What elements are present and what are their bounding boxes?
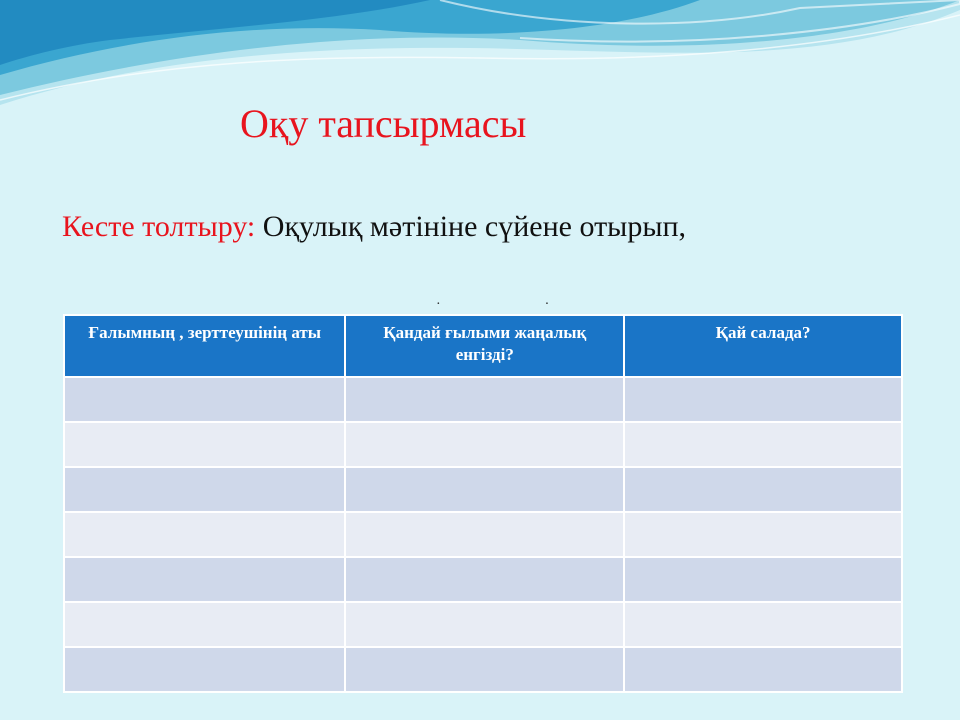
table-cell[interactable]	[345, 512, 624, 557]
table-cell[interactable]	[64, 647, 345, 692]
table-row	[64, 377, 902, 422]
column-header-discovery: Қандай ғылыми жаңалық енгізді?	[345, 315, 624, 377]
table-row	[64, 512, 902, 557]
task-instruction	[62, 210, 686, 244]
table-cell[interactable]	[64, 377, 345, 422]
table-cell[interactable]	[64, 467, 345, 512]
table-cell[interactable]	[345, 422, 624, 467]
scientist-table	[63, 314, 903, 693]
table-cell[interactable]	[345, 602, 624, 647]
table-cell[interactable]	[345, 647, 624, 692]
column-header-field: Қай салада?	[624, 315, 902, 377]
table-cell[interactable]	[64, 557, 345, 602]
table-row	[64, 557, 902, 602]
table-cell[interactable]	[624, 422, 902, 467]
page-title: Оқу тапсырмасы	[240, 101, 527, 146]
table-cell[interactable]	[64, 602, 345, 647]
table-cell[interactable]	[345, 377, 624, 422]
table-cell[interactable]	[345, 467, 624, 512]
table-row	[64, 602, 902, 647]
table-cell[interactable]	[64, 422, 345, 467]
table-cell[interactable]	[624, 377, 902, 422]
table-cell[interactable]	[624, 602, 902, 647]
table-cell[interactable]	[624, 512, 902, 557]
table-cell[interactable]	[624, 467, 902, 512]
table-cell[interactable]	[624, 557, 902, 602]
table-header-row	[64, 315, 902, 377]
table-row	[64, 467, 902, 512]
table-row	[64, 647, 902, 692]
decorative-dots: ··	[436, 297, 654, 312]
table-cell[interactable]	[345, 557, 624, 602]
task-lead: Кесте толтыру:	[62, 210, 256, 243]
task-text: Оқулық мәтініне сүйене отырып,	[255, 210, 687, 243]
column-header-name: Ғалымның , зерттеушінің аты	[64, 315, 345, 377]
table-cell[interactable]	[64, 512, 345, 557]
table-row	[64, 422, 902, 467]
table-cell[interactable]	[624, 647, 902, 692]
